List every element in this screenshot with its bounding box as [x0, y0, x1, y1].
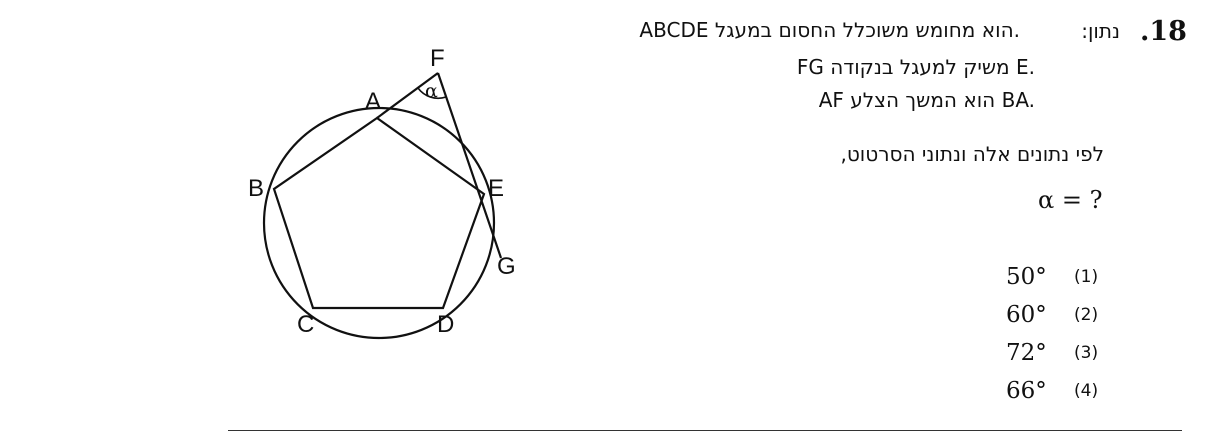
question-ask: α = ? [1038, 186, 1103, 214]
option-value: 60° [1006, 302, 1047, 328]
option-number: (3) [1074, 343, 1099, 363]
option-number: (2) [1074, 305, 1099, 325]
option-value: 66° [1006, 378, 1047, 404]
given-line-tangent: FG משיק למעגל בנקודה E. [796, 55, 1035, 79]
bottom-divider [228, 430, 1182, 431]
option-value: 72° [1006, 340, 1047, 366]
tangent-line-fg [438, 73, 501, 258]
point-label-c: C [297, 311, 315, 338]
question-number: .18 [1140, 16, 1187, 47]
point-label-b: B [248, 175, 265, 202]
given-line-extension: AF הוא המשך הצלע BA. [818, 88, 1035, 112]
angle-label-alpha: α [425, 80, 438, 102]
point-label-a: A [365, 88, 382, 115]
given-line-pentagon: ABCDE הוא מחומש משוכלל החסום במעגל. [639, 18, 1020, 42]
circumscribed-circle [264, 108, 494, 338]
given-label: נתון: [1081, 19, 1120, 43]
point-label-d: D [437, 311, 455, 338]
option-number: (4) [1074, 381, 1099, 401]
pentagon-abcde [274, 118, 484, 308]
option-value: 50° [1006, 264, 1047, 290]
point-label-g: G [497, 253, 516, 280]
point-label-e: E [488, 175, 505, 202]
point-label-f: F [430, 45, 445, 72]
given-line-instruction: לפי נתונים אלה ונתוני הסרטוט, [840, 142, 1104, 166]
option-number: (1) [1074, 267, 1099, 287]
